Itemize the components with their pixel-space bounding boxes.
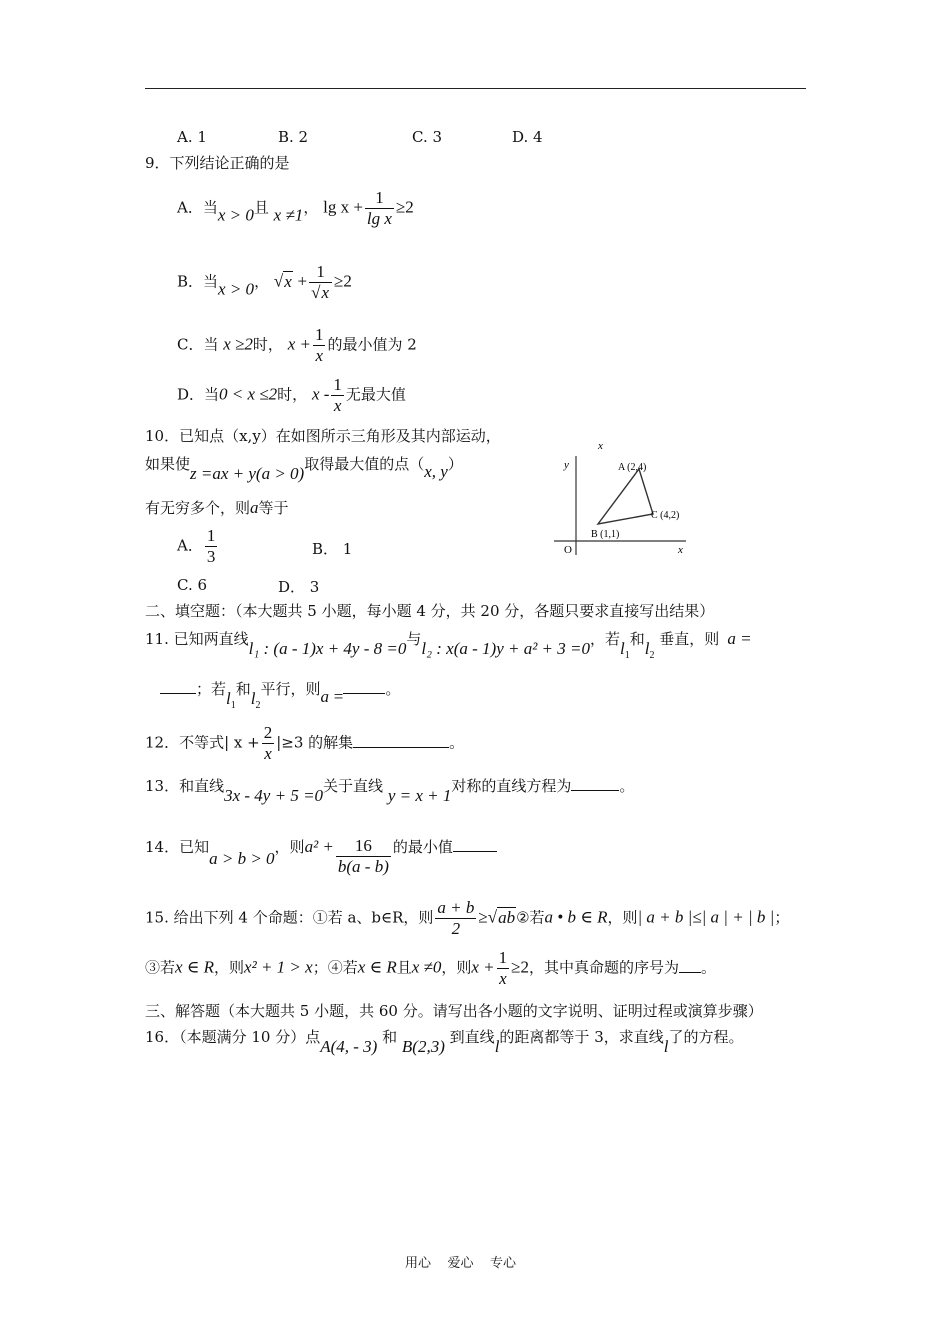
q13-eq1: 3x - 4y + 5 =0 [224,786,324,805]
q9-c-post: 的最小值为 2 [327,335,417,354]
q10-option-d: D． 3 [278,578,320,596]
q15-ge: ≥ [478,907,488,927]
q15-p4b: 且 [396,958,412,977]
q15-p3b: ，则 [214,958,245,977]
q10-option-a [177,526,219,567]
q9-c-num: 1 [314,325,324,344]
q11-ruo: ，若 [590,630,621,648]
q14-cond: a > b > 0 [209,849,275,868]
origin-label: O [564,544,572,556]
q12-den: x [264,744,272,763]
q9-d-den: x [333,396,342,415]
q9-c-cond: x ≥2 [223,334,253,354]
q16-point-a: A(4, - 3) [320,1037,378,1056]
q15-p2-expr: a • b ∈ R [544,907,608,927]
q9-b-num: 1 [309,262,332,283]
footer-text: 用心 爱心 专心 [405,1256,517,1271]
q15-p3: ③若 [145,958,176,977]
q9-option-b: B．当x > 0， √x + $\frac{1}{√x}$ ≥2 [177,262,352,302]
q11-a-eq: a = [727,629,752,648]
q9-a-sep: ， [303,198,319,217]
q9-d-shi: 时， [277,385,308,404]
q15-p4f: ≥2 [511,957,530,977]
q10-line3 [145,497,289,518]
q9-b-post: ≥2 [334,271,352,291]
q16-end: 了的方程。 [668,1028,744,1046]
q11-l1-eq: l₁ : (a - 1)x + 4y - 8 =0 [248,639,407,658]
q9-a-cond2: x ≠1 [273,205,304,225]
q14-post: 的最小值 [392,838,453,856]
q10-avar: a [250,498,259,517]
q15-line1: 15. 给出下列 4 个命题：①若 a、b∈R，则 $\frac{a + b}{2}$ ≥√ab②若a • b ∈ R，则| a + b |≤| a | + | b |； [145,898,790,938]
q9-d-pre: x - [311,384,330,404]
axis-y-label: y [564,459,569,471]
q15-end: 。 [701,958,717,977]
q9-d-label: D．当 [177,385,220,404]
q15-p4-num: 1 [498,948,508,967]
q11-he: 和 [629,630,645,648]
q10-xy: x, y [424,462,448,481]
q9-d-post: 无最大值 [345,385,406,404]
q10-line2 [145,453,463,484]
q9-a-qie: 且 [253,198,269,217]
q16-mid: 到直线 [449,1028,495,1046]
q14-pre: 14．已知 [145,838,210,856]
point-c-label: C (4,2) [651,510,680,521]
q8-option-b: B. 2 [278,128,309,146]
q15-p3a: x ∈ R [175,957,215,977]
q15-p4a: x ∈ R [357,957,397,977]
q15-rad: ab [498,907,516,927]
q12-end: 。 [449,733,465,752]
q8-option-c: C. 3 [412,128,443,146]
q10-l2a: 如果使 [145,455,191,473]
q9-b-den: x [321,283,330,302]
q12 [145,723,464,764]
q16-pre: 16．（本题满分 10 分）点 [145,1028,321,1046]
q8-option-d: D. 4 [512,128,543,146]
q15-p4d: ，则 [441,958,472,977]
q11-chuizhi: 垂直，则 [659,630,720,648]
q15-blank [679,958,701,973]
q11-blank-1 [160,679,196,694]
q10-l2b: 取得最大值的点（ [304,455,425,473]
q9-c-label: C．当 [177,335,219,354]
q10-option-c: C. 6 [177,576,208,594]
q11-he-2: 和 [235,680,251,698]
q9-b-cond: x > 0 [218,279,255,299]
q10-a-num: 1 [206,526,216,545]
q15-den: 2 [451,919,461,938]
q11-line2a: ；若 [196,680,227,698]
q11-end: 。 [385,680,401,698]
q15-p2b: ，则 [607,908,638,927]
q9-b-rad: x [284,271,292,291]
q10-a-label: A． [177,536,203,555]
q12-blank [353,733,449,748]
q16-line-l: l [494,1037,500,1056]
q9-b-plus: + [297,271,308,291]
q11-l2-eq: l₂ : x(a - 1)y + a² + 3 =0 [421,639,591,658]
q15-p4g: ，其中真命题的序号为 [529,958,680,977]
point-b-label: B (1,1) [591,529,620,540]
q9-option-d [177,375,406,416]
q12-num: 2 [263,723,273,742]
q15-p2-end: ； [774,908,790,927]
triangle-abc [598,469,653,524]
q16-point-b: B(2,3) [401,1037,445,1056]
top-label: x [598,440,603,452]
q10-option-b: B． 1 [312,540,353,558]
q11-pingxing: 平行，则 [260,680,321,698]
q16-post: 的距离都等于 3，求直线 [499,1028,664,1046]
q12-pre: 12．不等式| x + [145,733,260,752]
q16 [145,1026,744,1057]
q13-post: 对称的直线方程为 [451,777,572,795]
q9-c-den: x [315,346,323,365]
q13-eq2: y = x + 1 [387,786,452,805]
header-rule [145,88,806,89]
q10-l2c: ） [447,455,463,473]
section2-title: 二、填空题：（本大题共 5 小题，每小题 4 分，共 20 分，各题只要求直接写出结果） [145,602,715,620]
q9-c-shi: 时， [252,335,283,354]
q11-line1: 11. 已知两直线l₁ : (a - 1)x + 4y - 8 =0与l₂ : x(a - 1)y + a² + 3 =0，若$l_1$和$l_2$ 垂直，则 a = [145,629,752,661]
q10-l3b: 等于 [258,499,289,517]
q15-line2 [145,948,716,989]
q15-p4-den: x [499,969,507,988]
q15-p2-c: | a + b |≤| a | + | b | [637,907,775,927]
q9-stem: 9．下列结论正确的是 [145,154,290,172]
q9-d-cond: 0 < x ≤2 [219,384,278,404]
q14 [145,836,497,877]
q15-line1a: 15. 给出下列 4 个命题：①若 a、b∈R，则 [145,908,434,927]
q16-he: 和 [382,1028,398,1046]
q13-blank [571,776,619,791]
q11-yu: 与 [406,630,422,648]
q10-a-den: 3 [206,547,216,566]
q14-mid: ，则 [274,838,305,856]
q9-a-den: lg x [366,209,392,228]
q15-p3d: ；④若 [312,958,358,977]
q13-end: 。 [619,777,635,795]
q12-post: |≥3 的解集 [276,733,354,752]
q14-num: 16 [336,836,391,857]
q14-expr: a² + [304,837,334,856]
q10-triangle-figure [548,438,698,560]
q15-p4e: x + [471,957,495,977]
q9-option-c [177,325,417,366]
q13-pre: 13．和直线 [145,777,225,795]
q16-line-l2: l [663,1037,669,1056]
q14-blank [453,837,497,852]
q8-option-a: A. 1 [177,128,207,146]
q10-line1: 10．已知点（x,y）在如图所示三角形及其内部运动， [145,427,501,445]
point-a-label: A (2,4) [618,462,647,473]
q15-p4c: x ≠0 [411,957,442,977]
q9-c-pre: x + [287,334,311,354]
q14-den: b(a - b) [337,857,389,876]
q10-l3a: 有无穷多个，则 [145,499,251,517]
q9-b-sep: ， [254,272,270,291]
q9-b-label: B．当 [177,272,219,291]
q9-a-expr: lg x + [323,197,363,217]
q15-p3c: x² + 1 > x [244,957,313,977]
axis-x-label: x [678,544,683,556]
q9-a-post: ≥2 [395,197,414,217]
q13 [145,775,634,806]
q15-num: a + b [437,898,475,917]
q9-option-a [177,188,414,229]
q10-z-expr: z =ax + y(a > 0) [190,464,305,483]
q11-blank-2 [343,679,385,694]
q9-a-num: 1 [365,188,394,209]
q15-p2: ②若 [516,908,545,927]
q9-a-label: A．当 [177,198,218,217]
q9-a-cond1: x > 0 [217,205,254,225]
q11-pre: 11. 已知两直线 [145,630,249,648]
q13-mid: 关于直线 [323,777,384,795]
q11-line2: ；若$l_1$和$l_2$平行，则a = 。 [160,678,400,711]
section3-title: 三、解答题（本大题共 5 小题，共 60 分。请写出各小题的文字说明、证明过程或演算步骤） [145,1002,763,1020]
q9-d-num: 1 [333,375,342,394]
